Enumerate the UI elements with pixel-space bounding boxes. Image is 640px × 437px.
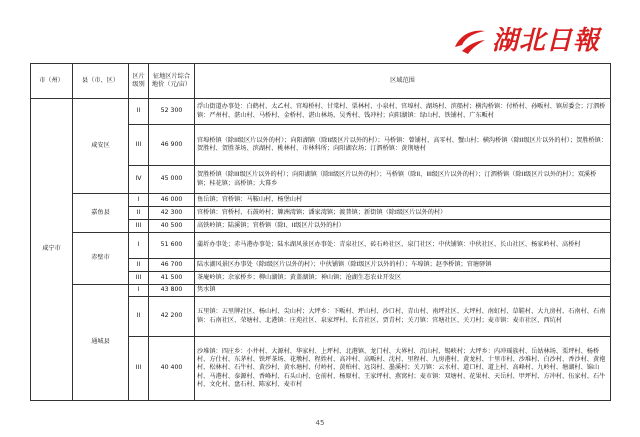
header-county: 县（市、区） xyxy=(73,64,129,99)
table-header-row xyxy=(31,64,611,99)
level-cell: I xyxy=(129,285,149,297)
price-cell: 42 200 xyxy=(149,297,195,337)
county-cell: 赤壁市 xyxy=(73,233,129,285)
range-cell: 沙堆镇：四庄乡：小井村、大源村、华家村、上坪村、北港镇、龙门村、大界村、沉山村、锡峡村；大坪乡：内冲瑶族村、岳姑林场、栗坪村、杨桥村、方仕村、东茅村、铁坪茶场、花墩村、程姓村、高冲村、高畈村、沈村、里程村、九房港村、黄龙村、十里市村、沙堆村、白沙村、香沙村、黄袍村、松林村、石牛村、黄沙村、黄水塘村、付岭村、黄柏村、远岗村、墨溪村；关刀镇：云水村、道口村、道上村、高峰村、九岭村、塘湖村、锦山村、马港村、泰源村、香峰村、石头山村、仓前村、杨原村、王家坪村、燕窝村；麦市镇：双塘村、花果村、天岳村、甲坪村、方冲村、伍家村、石牛村、文化村、盘石村、陈家村、麦市村 xyxy=(195,337,611,401)
header-level: 区片级别 xyxy=(129,64,149,99)
price-cell: 52 300 xyxy=(149,99,195,125)
price-cell: 43 800 xyxy=(149,285,195,297)
range-cell: 官桥镇：官桥村、石鼓岭村；簰洲湾镇；潘家湾镇；渡普镇；新街镇（除I级区片以外的村） xyxy=(195,207,611,220)
range-cell: 五里镇：五里牌社区、杨山村、尖山村；大坪乡：下畈村、坪山村、沙口村、青山村、南坪社区、大坪村、南虹村、草鞋村、大九房村、石南村、石南镇：石南社区、荣塘村、北港镇：庄苑社区、泉家坪村、长青社区、贾青村；关刀镇：官塘社区、关刀村；麦市镇：麦市社区、西坑村 xyxy=(195,297,611,337)
price-cell: 46 000 xyxy=(149,194,195,207)
level-cell: II xyxy=(129,259,149,272)
range-cell: 浮山街道办事处：白鹤村、太乙村、官埠桥村、甘棠村、栗林村、小泉村、官埠村、湖场村、滨船村；横沟桥镇：付桥村、孙畈村、镇居委会；汀泗桥镇：严州村、湛山村、马桥村、金桥村、湛山林场、吴秀村、钱冲村；向阳湖镇：绿山村、铁铺村、广东畈村 xyxy=(195,99,611,125)
price-cell: 40 400 xyxy=(149,337,195,401)
range-cell: 高铁岭镇；陆溪镇；官桥镇（除I、II级区片以外的村） xyxy=(195,220,611,233)
brand-mark-icon xyxy=(452,23,488,59)
header-city: 市（州） xyxy=(31,64,73,99)
table-row xyxy=(31,99,611,125)
price-cell: 41 500 xyxy=(149,272,195,285)
level-cell: II xyxy=(129,297,149,337)
price-cell: 46 900 xyxy=(149,125,195,166)
range-cell: 鱼岳镇；官桥镇：马鞍山村、杨堡山村 xyxy=(195,194,611,207)
level-cell: III xyxy=(129,125,149,166)
range-cell: 官埠桥镇（除II级区片以外的村）；向阳湖镇（除II级区片以外的村）；马桥镇：曾铺村、高零村、蟹山村；横沟桥镇（除II级区片以外的村）；贺胜桥镇：贺胜村、贺胜茶场、滨湖村、桃林村、市林科所；向阳湖农场；汀泗桥镇：黄荆塘村 xyxy=(195,125,611,166)
city-cell: 咸宁市 xyxy=(31,99,73,401)
brand-name: 湖北日報 xyxy=(492,26,601,56)
table-row xyxy=(31,233,611,259)
range-cell: 陆水湖风景区办事处（除I级区片以外的村）；中伙铺镇（除I级区片以外的村）；车埠镇；赵李桥镇；官塘驿镇 xyxy=(195,259,611,272)
level-cell: III xyxy=(129,272,149,285)
county-cell: 嘉鱼县 xyxy=(73,194,129,233)
header-price: 征地区片综合地价（元/亩） xyxy=(149,64,195,99)
range-cell: 贺胜桥镇（除III级区片以外的村）；向阳湖镇（除II级区片以外的村）；马桥镇（除II、III级区片以外的村）；汀泗桥镇（除II级区片以外的村）；双溪桥镇；桂花镇；高桥镇；大幕乡 xyxy=(195,166,611,194)
land-price-table xyxy=(30,63,611,401)
level-cell: IV xyxy=(129,166,149,194)
header-range: 区域范围 xyxy=(195,64,611,99)
county-cell: 通城县 xyxy=(73,285,129,401)
range-cell: 隽水镇 xyxy=(195,285,611,297)
price-cell: 51 600 xyxy=(149,233,195,259)
level-cell: II xyxy=(129,207,149,220)
level-cell: III xyxy=(129,220,149,233)
level-cell: II xyxy=(129,99,149,125)
price-cell: 42 300 xyxy=(149,207,195,220)
range-cell: 茶庵岭镇；余家桥乡；柳山湖镇；黄盖湖镇；神山镇；沧湖生态农业开发区 xyxy=(195,272,611,285)
newspaper-logo xyxy=(452,20,632,62)
level-cell: III xyxy=(129,337,149,401)
table-row xyxy=(31,285,611,297)
level-cell: I xyxy=(129,194,149,207)
price-cell: 45 000 xyxy=(149,166,195,194)
range-cell: 蒲圻办事处；赤马港办事处；陆水湖风景区办事处：青泉社区、砖石岭社区、泉门社区；中伙铺镇：中伙社区、长山社区、杨家岭村、高桥村 xyxy=(195,233,611,259)
page-number: 45 xyxy=(315,419,325,427)
county-cell: 咸安区 xyxy=(73,99,129,194)
price-cell: 46 700 xyxy=(149,259,195,272)
table-row xyxy=(31,194,611,207)
level-cell: I xyxy=(129,233,149,259)
price-cell: 40 500 xyxy=(149,220,195,233)
